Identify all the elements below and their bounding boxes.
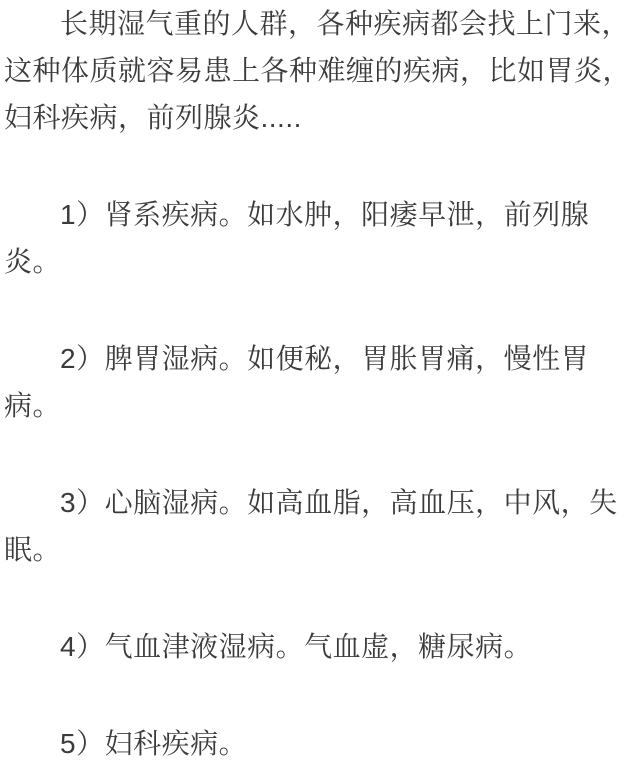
disease-item-5: 5）妇科疾病。 [60,728,248,759]
disease-item-2: 2）脾胃湿病。如便秘，胃胀胃痛，慢性胃病。 [4,343,590,421]
disease-item-1: 1）肾系疾病。如水肿，阳痿早泄，前列腺炎。 [4,199,590,277]
intro-paragraph: 长期湿气重的人群，各种疾病都会找上门来，这种体质就容易患上各种难缠的疾病，比如胃炎，妇科疾病，前列腺炎..... [4,8,632,133]
disease-item-3: 3）心脑湿病。如高血脂，高血压，中风，失眠。 [4,487,618,565]
disease-item-4: 4）气血津液湿病。气血虚，糖尿病。 [60,631,533,662]
